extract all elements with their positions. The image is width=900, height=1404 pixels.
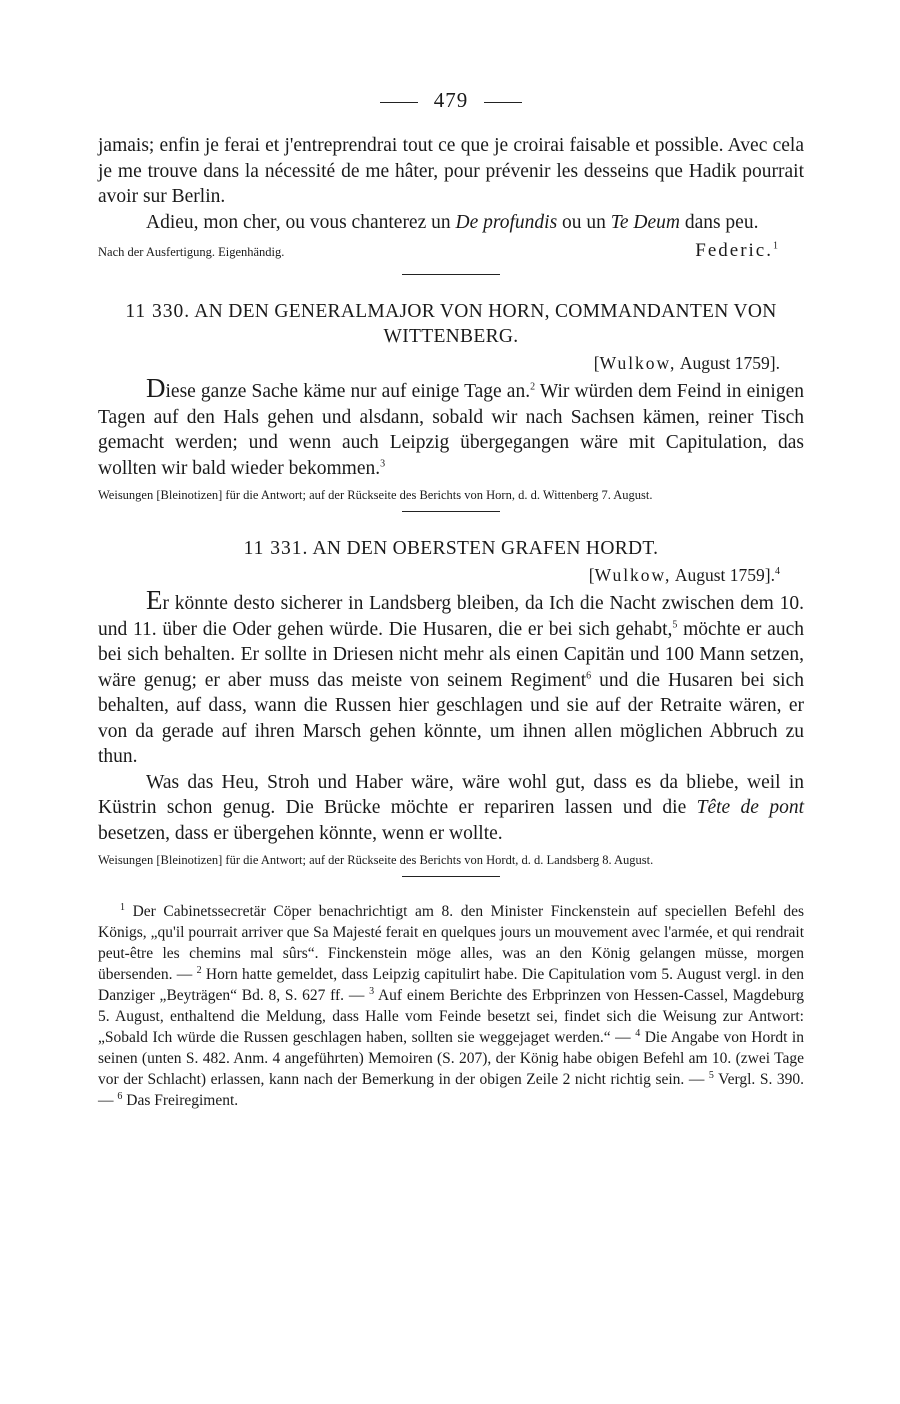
footnote-text: Auf einem Berichte des Erbprinzen von Hessen-Cassel, Magdeburg 5. August, enthaltend die Meldung, dass Halle vom Feinde besetzt sei, findet sich die Weisung zur Antwort: „Sobald Ich würde die Russen geschlagen haben, sollten sie weggejaget werden.“ — [98,987,804,1046]
instruction-note: Weisungen [Bleinotizen] für die Antwort; auf der Rückseite des Berichts von Horn, d. d. Wittenberg 7. August. [98,488,653,502]
letter-number: 11 331. [243,538,309,559]
closing-paragraph [98,210,804,236]
date-place: Wulkow, [594,565,672,585]
letter-body [98,585,804,770]
letter-text: Was das Heu, Stroh und Haber wäre, wäre wohl gut, dass es da bliebe, weil in Küstrin schon genug. Die Brücke möchte er repariren lassen und die [98,771,804,818]
letter-body [98,770,804,847]
letter-dateline: [Wulkow, August 1759]. [593,353,780,373]
source-signature-row [98,240,804,262]
date-text: August 1759]. [674,565,775,585]
footnote-ref: 5 [672,619,678,630]
intro-paragraph: jamais; enfin je ferai et j'entreprendrai tout ce que je croirai faisable et possible. Avec cela je me trouve dans la nécessité de me hâter, pour prévenir les desseins que Hadik pourrait avoir sur Berlin. [98,135,804,207]
date-text: August 1759]. [679,353,780,373]
section-divider [402,511,500,512]
closing-emphasis-2: Te Deum [610,211,680,233]
footnote-block [98,901,804,1111]
letter-title: AN DEN GENERALMAJOR VON HORN, COMMANDANTEN VON WITTENBERG. [194,301,777,347]
footnote-marker: 5 [708,1069,714,1081]
footnote-text: Der Cabinetssecretär Cöper benachrichtigt am 8. den Minister Finckenstein auf speciellen Befehl des Königs, „qu'il pourrait arriver que Sa Majesté ferait en quelques jours un mouvement avec l'armée, et qui rendrait peut-être les chemins mal sûrs“. Finckenstein möge alles, was an den König gelangen müsse, morgen übersenden. — [98,903,804,983]
letter-number: 11 330. [125,301,191,322]
letter-heading [98,299,804,349]
footnote-marker: 6 [117,1090,123,1102]
closing-text-mid: ou un [557,211,611,233]
page-number: 479 [433,88,469,112]
letter-heading [98,536,804,561]
footnote-text: Die Angabe von Hordt in seinen (unten S. 482. Anm. 4 angeführten) Memoiren (S. 207), der König habe obigen Befehl am 10. (zwei Tage vor der Schlacht) erlassen, kann nach der Bemerkung in der obigen Zeile 2 nicht richtig sein. — [98,1029,804,1088]
footnote-text: Horn hatte gemeldet, dass Leipzig capitulirt habe. Die Capitulation vom 5. August vergl. in den Danziger „Beyträgen“ Bd. 8, S. 627 ff. — [98,966,804,1004]
footnote-ref: 2 [530,381,536,393]
letter-title: AN DEN OBERSTEN GRAFEN HORDT. [312,538,659,559]
date-place: Wulkow, [599,353,677,373]
letter-text: möchte er auch bei sich behalten. Er sollte in Driesen nicht mehr als einen Capitän und 100 Mann setzen, wäre genug; er aber muss das meiste von seinem Regiment [98,618,804,691]
letter-text: besetzen, dass er übergehen könnte, wenn er wollte. [98,822,503,844]
letter-emphasis: Tête de pont [696,797,804,818]
footnote-text: Vergl. S. 390. — [98,1071,805,1109]
footnote-marker: 1 [120,901,125,913]
header-dash-right [484,102,522,103]
letter-text: Wir würden dem Feind in einigen Tagen auf den Hals gehen und alsdann, sobald wir nach Sachsen kämen, reiner Tisch gemacht werden; und wenn auch Leipzig übergegangen wäre mit Capitulation, das wollten wir bald wieder bekommen. [98,381,804,479]
footnote-ref: 3 [380,458,386,469]
closing-text-start: Adieu, mon cher, ou vous chanterez un [146,211,456,233]
footnote-marker: 2 [196,964,202,976]
instruction-note: Weisungen [Bleinotizen] für die Antwort; auf der Rückseite des Berichts von Hordt, d. d. Landsberg 8. August. [98,853,654,867]
footnote-marker: 3 [369,985,375,997]
footnote-marker: 4 [635,1027,641,1039]
footnote-divider [402,876,500,877]
page-header [98,88,804,113]
source-note: Nach der Ausfertigung. Eigenhändig. [98,245,285,259]
signature [695,240,780,262]
letter-dateline: [Wulkow, August 1759].$^4$ [588,565,780,585]
document-page [98,88,804,1111]
footnote-ref: 6 [586,670,592,681]
footnote-ref: 4 [775,566,780,578]
closing-text-end: dans peu. [679,211,759,233]
closing-emphasis-1: De profundis [455,211,558,233]
footnote-text: Das Freiregiment. [122,1092,239,1109]
letter-text: iese ganze Sache käme nur auf einige Tage an. [165,381,531,402]
letter-body [98,373,804,481]
header-dash-left [380,102,418,103]
drop-cap: E [146,585,163,615]
footnotes [98,901,804,1111]
signature-text: Federic. [695,240,773,261]
letter-text: r könnte desto sicherer in Landsberg bleiben, da Ich die Nacht zwischen dem 10. und 11. über die Oder gehen würde. Die Husaren, die er bei sich gehabt, [98,593,804,640]
drop-cap: D [146,373,166,403]
section-divider [402,274,500,275]
footnote-ref: 1 [773,240,780,252]
letter-text: und die Husaren bei sich behalten, auf dass, wann die Russen hier geschlagen und sie auf der Retraite wären, er von da gerade auf ihren Marsch gehen könnte, um ihnen allen möglichen Abbruch zu thun. [98,669,804,767]
